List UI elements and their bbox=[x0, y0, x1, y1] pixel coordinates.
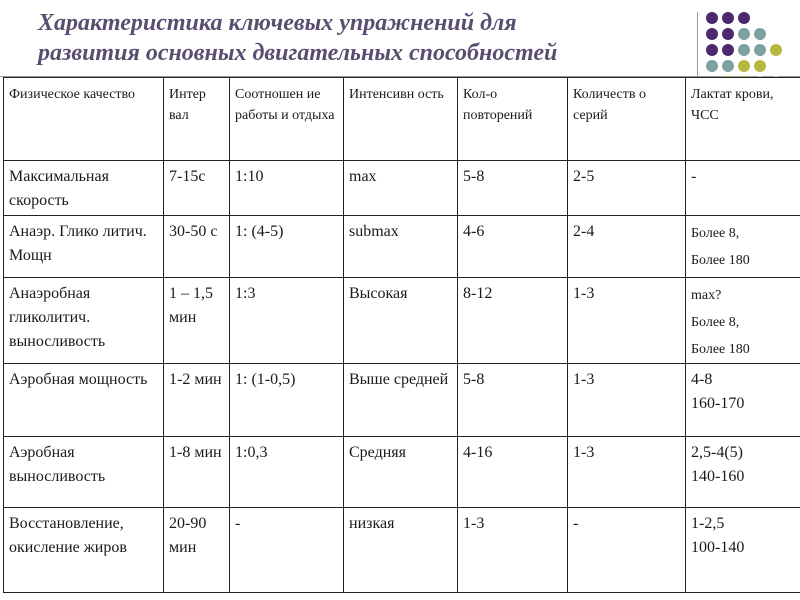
cell-ratio: 1: (4-5) bbox=[230, 216, 344, 278]
cell-quality: Анаэробная гликолитич. выносливость bbox=[4, 278, 164, 364]
cell-interval: 20-90 мин bbox=[164, 508, 230, 593]
cell-reps: 8-12 bbox=[458, 278, 568, 364]
decorative-dot bbox=[738, 60, 750, 72]
decorative-dot bbox=[706, 60, 718, 72]
cell-reps: 4-6 bbox=[458, 216, 568, 278]
cell-lactate-line: 160-170 bbox=[691, 395, 745, 412]
cell-lactate-line: Более 8, bbox=[691, 315, 740, 330]
decorative-dot bbox=[754, 60, 766, 72]
header-cell: Интер вал bbox=[164, 78, 230, 161]
decorative-dot bbox=[706, 28, 718, 40]
cell-intensity: Средняя bbox=[344, 437, 458, 508]
cell-intensity: submax bbox=[344, 216, 458, 278]
cell-lactate-line: - bbox=[691, 168, 697, 185]
cell-ratio: 1: (1-0,5) bbox=[230, 364, 344, 437]
cell-quality: Анаэр. Глико литич. Мощн bbox=[4, 216, 164, 278]
cell-lactate bbox=[686, 216, 800, 278]
decorative-dot bbox=[706, 44, 718, 56]
table-row bbox=[4, 437, 800, 508]
decorative-dot bbox=[754, 28, 766, 40]
cell-lactate-line: Более 8, bbox=[691, 226, 740, 241]
cell-lactate-line: 2,5-4(5) bbox=[691, 444, 743, 461]
cell-reps: 5-8 bbox=[458, 364, 568, 437]
table-row bbox=[4, 161, 800, 216]
table-row bbox=[4, 278, 800, 364]
table-row bbox=[4, 216, 800, 278]
cell-reps: 1-3 bbox=[458, 508, 568, 593]
cell-lactate-line: 4-8 bbox=[691, 371, 713, 388]
cell-interval: 1 – 1,5 мин bbox=[164, 278, 230, 364]
decorative-dot bbox=[722, 28, 734, 40]
cell-interval: 30-50 с bbox=[164, 216, 230, 278]
cell-ratio: 1:3 bbox=[230, 278, 344, 364]
header-cell: Интенсивн ость bbox=[344, 78, 458, 161]
cell-lactate-line: max? bbox=[691, 288, 722, 303]
title-line-2: развития основных двигательных способностей bbox=[38, 40, 558, 66]
cell-lactate bbox=[686, 508, 800, 593]
decorative-dot bbox=[722, 44, 734, 56]
cell-interval: 1-8 мин bbox=[164, 437, 230, 508]
cell-reps: 5-8 bbox=[458, 161, 568, 216]
table-row bbox=[4, 508, 800, 593]
header-cell: Физическое качество bbox=[4, 78, 164, 161]
header-cell: Соотношен ие работы и отдыха bbox=[230, 78, 344, 161]
header-cell: Лактат крови, ЧСС bbox=[686, 78, 800, 161]
cell-ratio: 1:0,3 bbox=[230, 437, 344, 508]
cell-series: - bbox=[568, 508, 686, 593]
decorative-dot bbox=[738, 12, 750, 24]
title-line-1: Характеристика ключевых упражнений для bbox=[38, 10, 517, 36]
decorative-dot bbox=[754, 44, 766, 56]
cell-lactate bbox=[686, 437, 800, 508]
cell-ratio: - bbox=[230, 508, 344, 593]
table-row bbox=[4, 364, 800, 437]
cell-series: 1-3 bbox=[568, 437, 686, 508]
cell-lactate-line: Более 180 bbox=[691, 253, 750, 268]
decorative-dot bbox=[722, 12, 734, 24]
cell-intensity: max bbox=[344, 161, 458, 216]
cell-intensity: Высокая bbox=[344, 278, 458, 364]
decorative-dot bbox=[770, 44, 782, 56]
header-cell: Количеств о серий bbox=[568, 78, 686, 161]
header-cell: Кол-о повторений bbox=[458, 78, 568, 161]
cell-quality: Аэробная выносливость bbox=[4, 437, 164, 508]
cell-lactate-line: 100-140 bbox=[691, 539, 745, 556]
cell-quality: Восстановление, окисление жиров bbox=[4, 508, 164, 593]
cell-interval: 7-15с bbox=[164, 161, 230, 216]
cell-reps: 4-16 bbox=[458, 437, 568, 508]
cell-series: 2-5 bbox=[568, 161, 686, 216]
cell-series: 1-3 bbox=[568, 278, 686, 364]
cell-lactate bbox=[686, 161, 800, 216]
cell-quality: Максимальная скорость bbox=[4, 161, 164, 216]
cell-quality: Аэробная мощность bbox=[4, 364, 164, 437]
cell-lactate-line: 140-160 bbox=[691, 468, 745, 485]
cell-lactate-line: 1-2,5 bbox=[691, 515, 725, 532]
cell-lactate bbox=[686, 278, 800, 364]
cell-ratio: 1:10 bbox=[230, 161, 344, 216]
decorative-dot bbox=[722, 60, 734, 72]
cell-interval: 1-2 мин bbox=[164, 364, 230, 437]
decorative-dot bbox=[706, 12, 718, 24]
cell-lactate-line: Более 180 bbox=[691, 342, 750, 357]
cell-series: 2-4 bbox=[568, 216, 686, 278]
decorative-dot bbox=[738, 44, 750, 56]
cell-lactate bbox=[686, 364, 800, 437]
cell-intensity: низкая bbox=[344, 508, 458, 593]
cell-intensity: Выше средней bbox=[344, 364, 458, 437]
exercise-characteristics-table bbox=[3, 77, 800, 593]
decorative-dot bbox=[738, 28, 750, 40]
cell-series: 1-3 bbox=[568, 364, 686, 437]
slide-title bbox=[38, 8, 678, 68]
table-header-row bbox=[4, 78, 800, 161]
